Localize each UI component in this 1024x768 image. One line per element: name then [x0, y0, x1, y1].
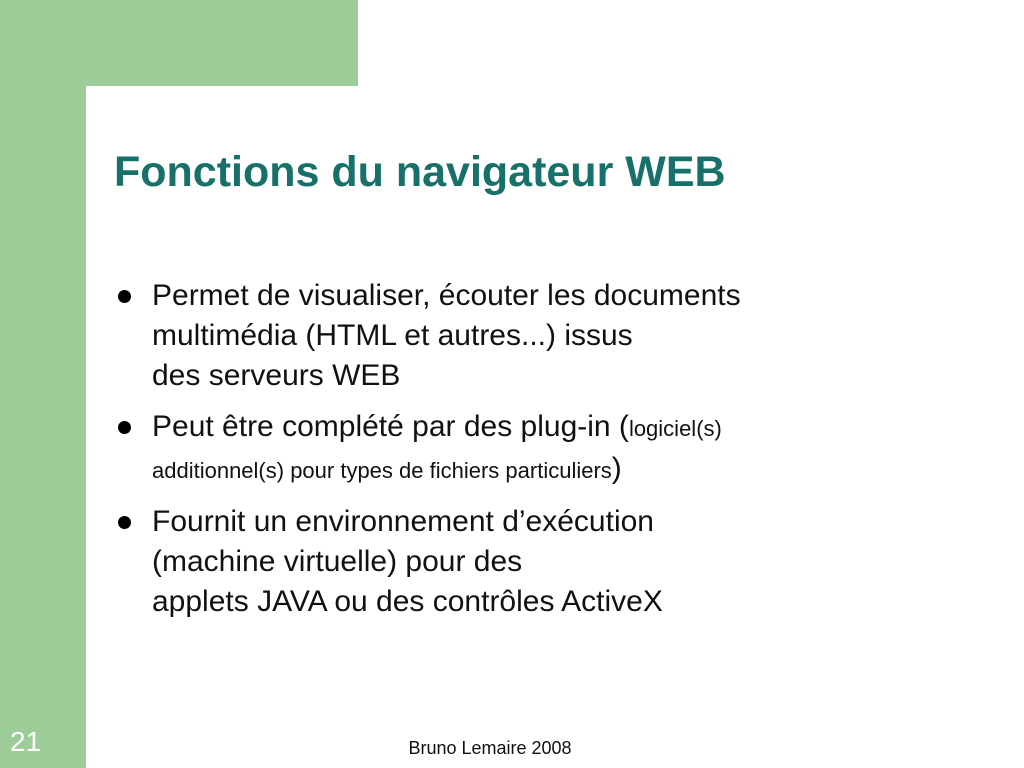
bullet-dot-icon [118, 290, 131, 303]
bullet-3-line-1: Fournit un environnement d’exécution [152, 505, 654, 538]
bullet-1-line-2: multimédia (HTML et autres...) issus [152, 319, 633, 352]
slide-number: 21 [10, 726, 42, 757]
bullet-3-line-2: (machine virtuelle) pour des [152, 545, 523, 578]
bullet-item-2 [112, 407, 992, 491]
top-accent-bar [0, 0, 358, 86]
bullet-list [112, 276, 992, 633]
left-accent-bar [0, 0, 86, 768]
bullet-dot-icon [118, 421, 131, 434]
bullet-item-1 [112, 276, 992, 396]
bullet-3-line-3: applets JAVA ou des contrôles ActiveX [152, 585, 663, 618]
bullet-2-small-text-2: additionnel(s) pour types de fichiers particuliers [152, 458, 612, 483]
slide-footer: Bruno Lemaire 2008 [408, 738, 572, 758]
bullet-item-3 [112, 502, 992, 622]
bullet-1-line-3: des serveurs WEB [152, 359, 401, 392]
bullet-dot-icon [118, 516, 131, 529]
bullet-1-line-1: Permet de visualiser, écouter les documents [152, 279, 741, 312]
slide-title: Fonctions du navigateur WEB [114, 148, 726, 196]
bullet-2-small-text-1: logiciel(s) [628, 416, 722, 441]
bullet-2-closing-paren: ) [611, 452, 622, 485]
bullet-2-text: Peut être complété par des plug-in ( [152, 410, 629, 443]
